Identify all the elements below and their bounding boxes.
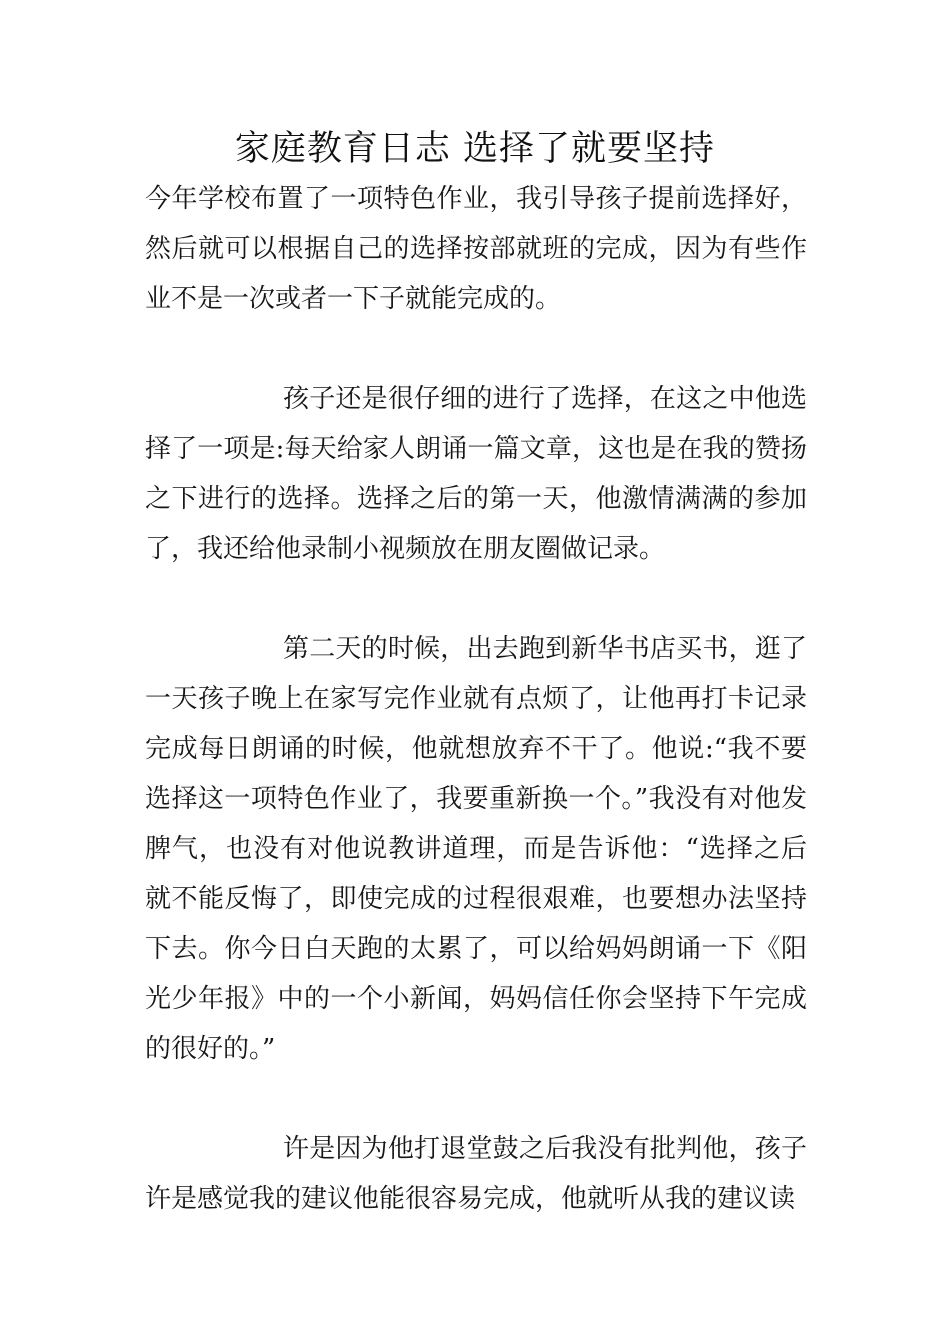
paragraph-gap [145,574,807,624]
document-body [145,174,807,1224]
paragraph-4: 许是因为他打退堂鼓之后我没有批判他，孩子许是感觉我的建议他能很容易完成，他就听从我的建议读 [145,1134,807,1214]
document-title: 家庭教育日志 选择了就要坚持 [234,129,716,169]
paragraph-gap [145,1074,807,1124]
paragraph-gap [145,324,807,374]
paragraph-2: 孩子还是很仔细的进行了选择，在这之中他选择了一项是:每天给家人朗诵一篇文章，这也是在我的赞扬之下进行的选择。选择之后的第一天，他激情满满的参加了，我还给他录制小视频放在朋友圈做记录。 [145,384,807,564]
paragraph-1: 今年学校布置了一项特色作业，我引导孩子提前选择好，然后就可以根据自己的选择按部就班的完成，因为有些作业不是一次或者一下子就能完成的。 [145,184,807,314]
paragraph-3: 第二天的时候，出去跑到新华书店买书，逛了一天孩子晚上在家写完作业就有点烦了，让他再打卡记录完成每日朗诵的时候，他就想放弃不干了。他说:“我不要选择这一项特色作业了，我要重新换一个。”我没有对他发脾气，也没有对他说教讲道理，而是告诉他：“选择之后就不能反悔了，即使完成的过程很艰难，也要想办法坚持下去。你今日白天跑的太累了，可以给妈妈朗诵一下《阳光少年报》中的一个小新闻，妈妈信任你会坚持下午完成的很好的。” [145,634,807,1064]
